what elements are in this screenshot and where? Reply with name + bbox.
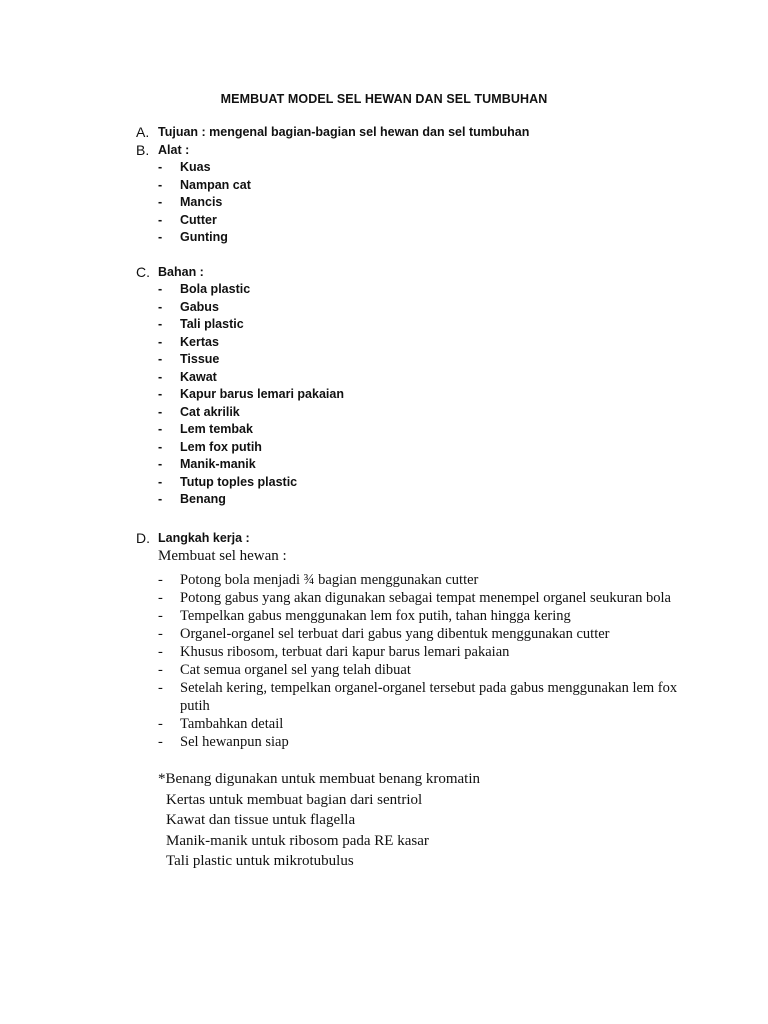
dash: - bbox=[158, 716, 163, 732]
list-item bbox=[158, 177, 251, 195]
list-item bbox=[158, 334, 344, 352]
material-item: Gabus bbox=[180, 299, 219, 314]
dash: - bbox=[158, 422, 163, 436]
list-item bbox=[158, 491, 344, 509]
dash: - bbox=[158, 195, 163, 209]
section-c-letter: C. bbox=[136, 264, 150, 280]
section-a-letter: A. bbox=[136, 124, 150, 140]
list-item bbox=[158, 194, 251, 212]
material-item: Manik-manik bbox=[180, 457, 256, 471]
material-item: Kawat bbox=[180, 369, 217, 384]
dash: - bbox=[158, 334, 163, 349]
dash: - bbox=[158, 282, 163, 296]
notes-list bbox=[158, 769, 480, 872]
dash: - bbox=[158, 662, 163, 678]
tools-list bbox=[158, 159, 251, 247]
document-title: MEMBUAT MODEL SEL HEWAN DAN SEL TUMBUHAN bbox=[220, 92, 548, 106]
material-item: Cat akrilik bbox=[180, 404, 240, 419]
list-item bbox=[158, 456, 344, 474]
material-item: Lem tembak bbox=[180, 422, 253, 436]
tool-item: Kuas bbox=[180, 160, 211, 174]
step-text: Organel-organel sel terbuat dari gabus yang dibentuk menggunakan cutter bbox=[180, 626, 610, 642]
list-item bbox=[158, 281, 344, 299]
step-text: Setelah kering, tempelkan organel-organel tersebut pada gabus menggunakan lem fox putih bbox=[180, 680, 678, 714]
list-item bbox=[158, 439, 344, 457]
note-item: Kertas untuk membuat bagian dari sentriol bbox=[166, 791, 423, 808]
dash: - bbox=[158, 160, 163, 174]
tool-item: Cutter bbox=[180, 212, 217, 227]
list-item bbox=[158, 404, 344, 422]
dash: - bbox=[158, 299, 163, 314]
section-c-heading: Bahan : bbox=[158, 265, 204, 279]
dash: - bbox=[158, 608, 163, 624]
dash: - bbox=[158, 369, 163, 384]
step-item bbox=[158, 643, 710, 661]
step-item bbox=[158, 625, 710, 643]
dash: - bbox=[158, 352, 163, 366]
section-b-letter: B. bbox=[136, 142, 150, 158]
list-item bbox=[158, 159, 251, 177]
step-item bbox=[158, 661, 710, 679]
step-text: Tambahkan detail bbox=[180, 716, 284, 732]
procedure-subheading: Membuat sel hewan : bbox=[158, 548, 287, 564]
dash: - bbox=[158, 734, 163, 750]
step-text: Khusus ribosom, terbuat dari kapur barus lemari pakaian bbox=[180, 644, 510, 660]
list-item bbox=[158, 351, 344, 369]
dash: - bbox=[158, 572, 163, 588]
material-item: Kapur barus lemari pakaian bbox=[180, 387, 344, 401]
list-item bbox=[158, 474, 344, 492]
step-item bbox=[158, 733, 710, 751]
material-item: Bola plastic bbox=[180, 282, 251, 296]
dash: - bbox=[158, 317, 163, 331]
dash: - bbox=[158, 474, 163, 489]
step-text: Potong gabus yang akan digunakan sebagai tempat menempel organel seukuran bola bbox=[180, 590, 671, 606]
dash: - bbox=[158, 177, 163, 192]
note-item: Kawat dan tissue untuk flagella bbox=[166, 812, 356, 828]
dash: - bbox=[158, 590, 163, 606]
dash: - bbox=[158, 230, 163, 244]
step-text: Potong bola menjadi ¾ bagian menggunakan cutter bbox=[180, 572, 479, 588]
material-item: Benang bbox=[180, 492, 226, 506]
step-item bbox=[158, 715, 710, 733]
dash: - bbox=[158, 404, 163, 419]
step-text: Cat semua organel sel yang telah dibuat bbox=[180, 662, 411, 678]
material-item: Tissue bbox=[180, 352, 220, 366]
tool-item: Gunting bbox=[180, 230, 228, 244]
list-item bbox=[158, 369, 344, 387]
material-item: Kertas bbox=[180, 334, 219, 349]
dash: - bbox=[158, 626, 163, 642]
steps-list bbox=[158, 571, 710, 751]
section-a-text: Tujuan : mengenal bagian-bagian sel hewan dan sel tumbuhan bbox=[158, 125, 530, 139]
step-item bbox=[158, 589, 710, 607]
note-item: *Benang digunakan untuk membuat benang kromatin bbox=[158, 771, 481, 787]
list-item bbox=[158, 299, 344, 317]
dash: - bbox=[158, 644, 163, 660]
dash: - bbox=[158, 680, 163, 696]
dash: - bbox=[158, 212, 163, 227]
step-text: Tempelkan gabus menggunakan lem fox putih, tahan hingga kering bbox=[180, 608, 571, 624]
tool-item: Nampan cat bbox=[180, 177, 251, 192]
dash: - bbox=[158, 439, 163, 454]
dash: - bbox=[158, 492, 163, 506]
material-item: Lem fox putih bbox=[180, 439, 262, 454]
dash: - bbox=[158, 387, 163, 401]
tool-item: Mancis bbox=[180, 195, 223, 209]
step-item bbox=[158, 571, 710, 589]
materials-list bbox=[158, 281, 344, 509]
list-item bbox=[158, 386, 344, 404]
list-item bbox=[158, 316, 344, 334]
list-item bbox=[158, 212, 251, 230]
note-item: Manik-manik untuk ribosom pada RE kasar bbox=[166, 832, 429, 849]
list-item bbox=[158, 421, 344, 439]
material-item: Tutup toples plastic bbox=[180, 474, 298, 489]
section-d-heading: Langkah kerja : bbox=[158, 531, 250, 545]
note-item: Tali plastic untuk mikrotubulus bbox=[166, 853, 354, 869]
dash: - bbox=[158, 457, 163, 471]
material-item: Tali plastic bbox=[180, 317, 244, 331]
step-text: Sel hewanpun siap bbox=[180, 734, 289, 750]
list-item bbox=[158, 229, 251, 247]
step-item bbox=[158, 679, 710, 715]
section-b-heading: Alat : bbox=[158, 143, 190, 157]
step-item bbox=[158, 607, 710, 625]
section-d-letter: D. bbox=[136, 530, 150, 546]
